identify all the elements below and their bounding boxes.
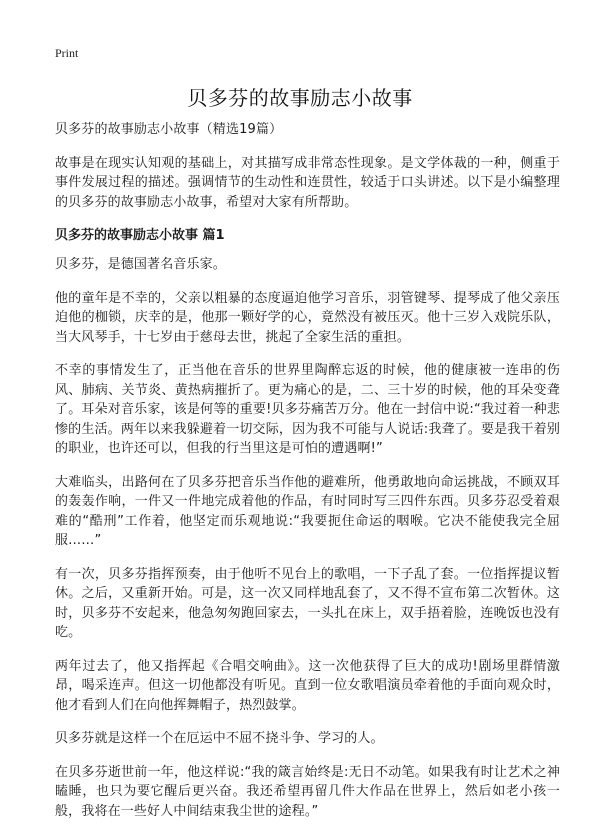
body-paragraph-5: 有一次，贝多芬指挥预奏，由于他听不见台上的歌唱，一下子乱了套。一位指挥提议暂休。之后，又重新开始。可是，这一次又同样地乱套了，又不得不宣布第二次暂休。这时，贝多芬不安起来，他急匆匆跑回家去，一头扎在床上，双手捂着脸，连晚饭也没有吃。 [55, 566, 560, 640]
intro-paragraph: 故事是在现实认知观的基础上，对其描写成非常态性现象。是文学体裁的一种，侧重于事件发展过程的描述。强调情节的生动性和连贯性，较适于口头讲述。以下是小编整理的贝多芬的故事励志小故事，希望对大家有所帮助。 [55, 155, 560, 210]
print-link[interactable]: Print [55, 46, 79, 60]
document-title: 贝多芬的故事励志小故事 [187, 86, 413, 110]
body-paragraph-2: 他的童年是不幸的，父亲以粗暴的态度逼迫他学习音乐，羽管键琴、提琴成了他父亲压迫他的枷锁，庆幸的是，他那一颗好学的心，竟然没有被压灭。他十三岁入戏院乐队，当大风琴手，十七岁由于慈母去世，挑起了全家生活的重担。 [55, 290, 560, 345]
body-paragraph-8: 在贝多芬逝世前一年，他这样说:“我的箴言始终是:无日不动笔。如果我有时让艺术之神瞌睡，也只为要它醒后更兴奋。我还希望再留几件大作品在世界上，然后如老小孩一般，我将在一些好人中间结束我尘世的途程。” [55, 764, 560, 819]
section-heading: 贝多芬的故事励志小故事 篇1 [55, 228, 225, 243]
body-paragraph-3: 不幸的事情发生了，正当他在音乐的世界里陶醉忘返的时候，他的健康被一连串的伤风、肺病、关节炎、黄热病摧折了。更为痛心的是，二、三十岁的时候，他的耳朵变聋了。耳朵对音乐家，该是何等的重要!贝多芬痛苦万分。他在一封信中说:“我过着一种悲惨的生活。两年以来我躲避着一切交际，因为我不可能与人说话:我聋了。要是我干着别的职业，也许还可以，但我的行当里这是可怕的遭遇啊!” [55, 363, 560, 456]
body-paragraph-7: 贝多芬就是这样一个在厄运中不屈不挠斗争、学习的人。 [55, 731, 384, 746]
document-body [55, 120, 560, 835]
document-subtitle: 贝多芬的故事励志小故事（精选19篇） [55, 122, 283, 137]
body-paragraph-1: 贝多芬，是德国著名音乐家。 [55, 257, 226, 272]
body-paragraph-4: 大难临头，出路何在了贝多芬把音乐当作他的避难所，他勇敢地向命运挑战，不顾双耳的轰轰作响，一件又一件地完成着他的作品，有时同时写三四件东西。贝多芬忍受着艰难的“酷刑”工作着，他坚定而乐观地说:“我要扼住命运的咽喉。它决不能使我完全屈服……” [55, 474, 560, 548]
body-paragraph-6: 两年过去了，他又指挥起《合唱交响曲》。这一次他获得了巨大的成功!剧场里群情激昂，喝采连声。但这一切他都没有听见。直到一位女歌唱演员牵着他的手面向观众时，他才看到人们在向他挥舞帽子，热烈鼓掌。 [55, 658, 560, 713]
